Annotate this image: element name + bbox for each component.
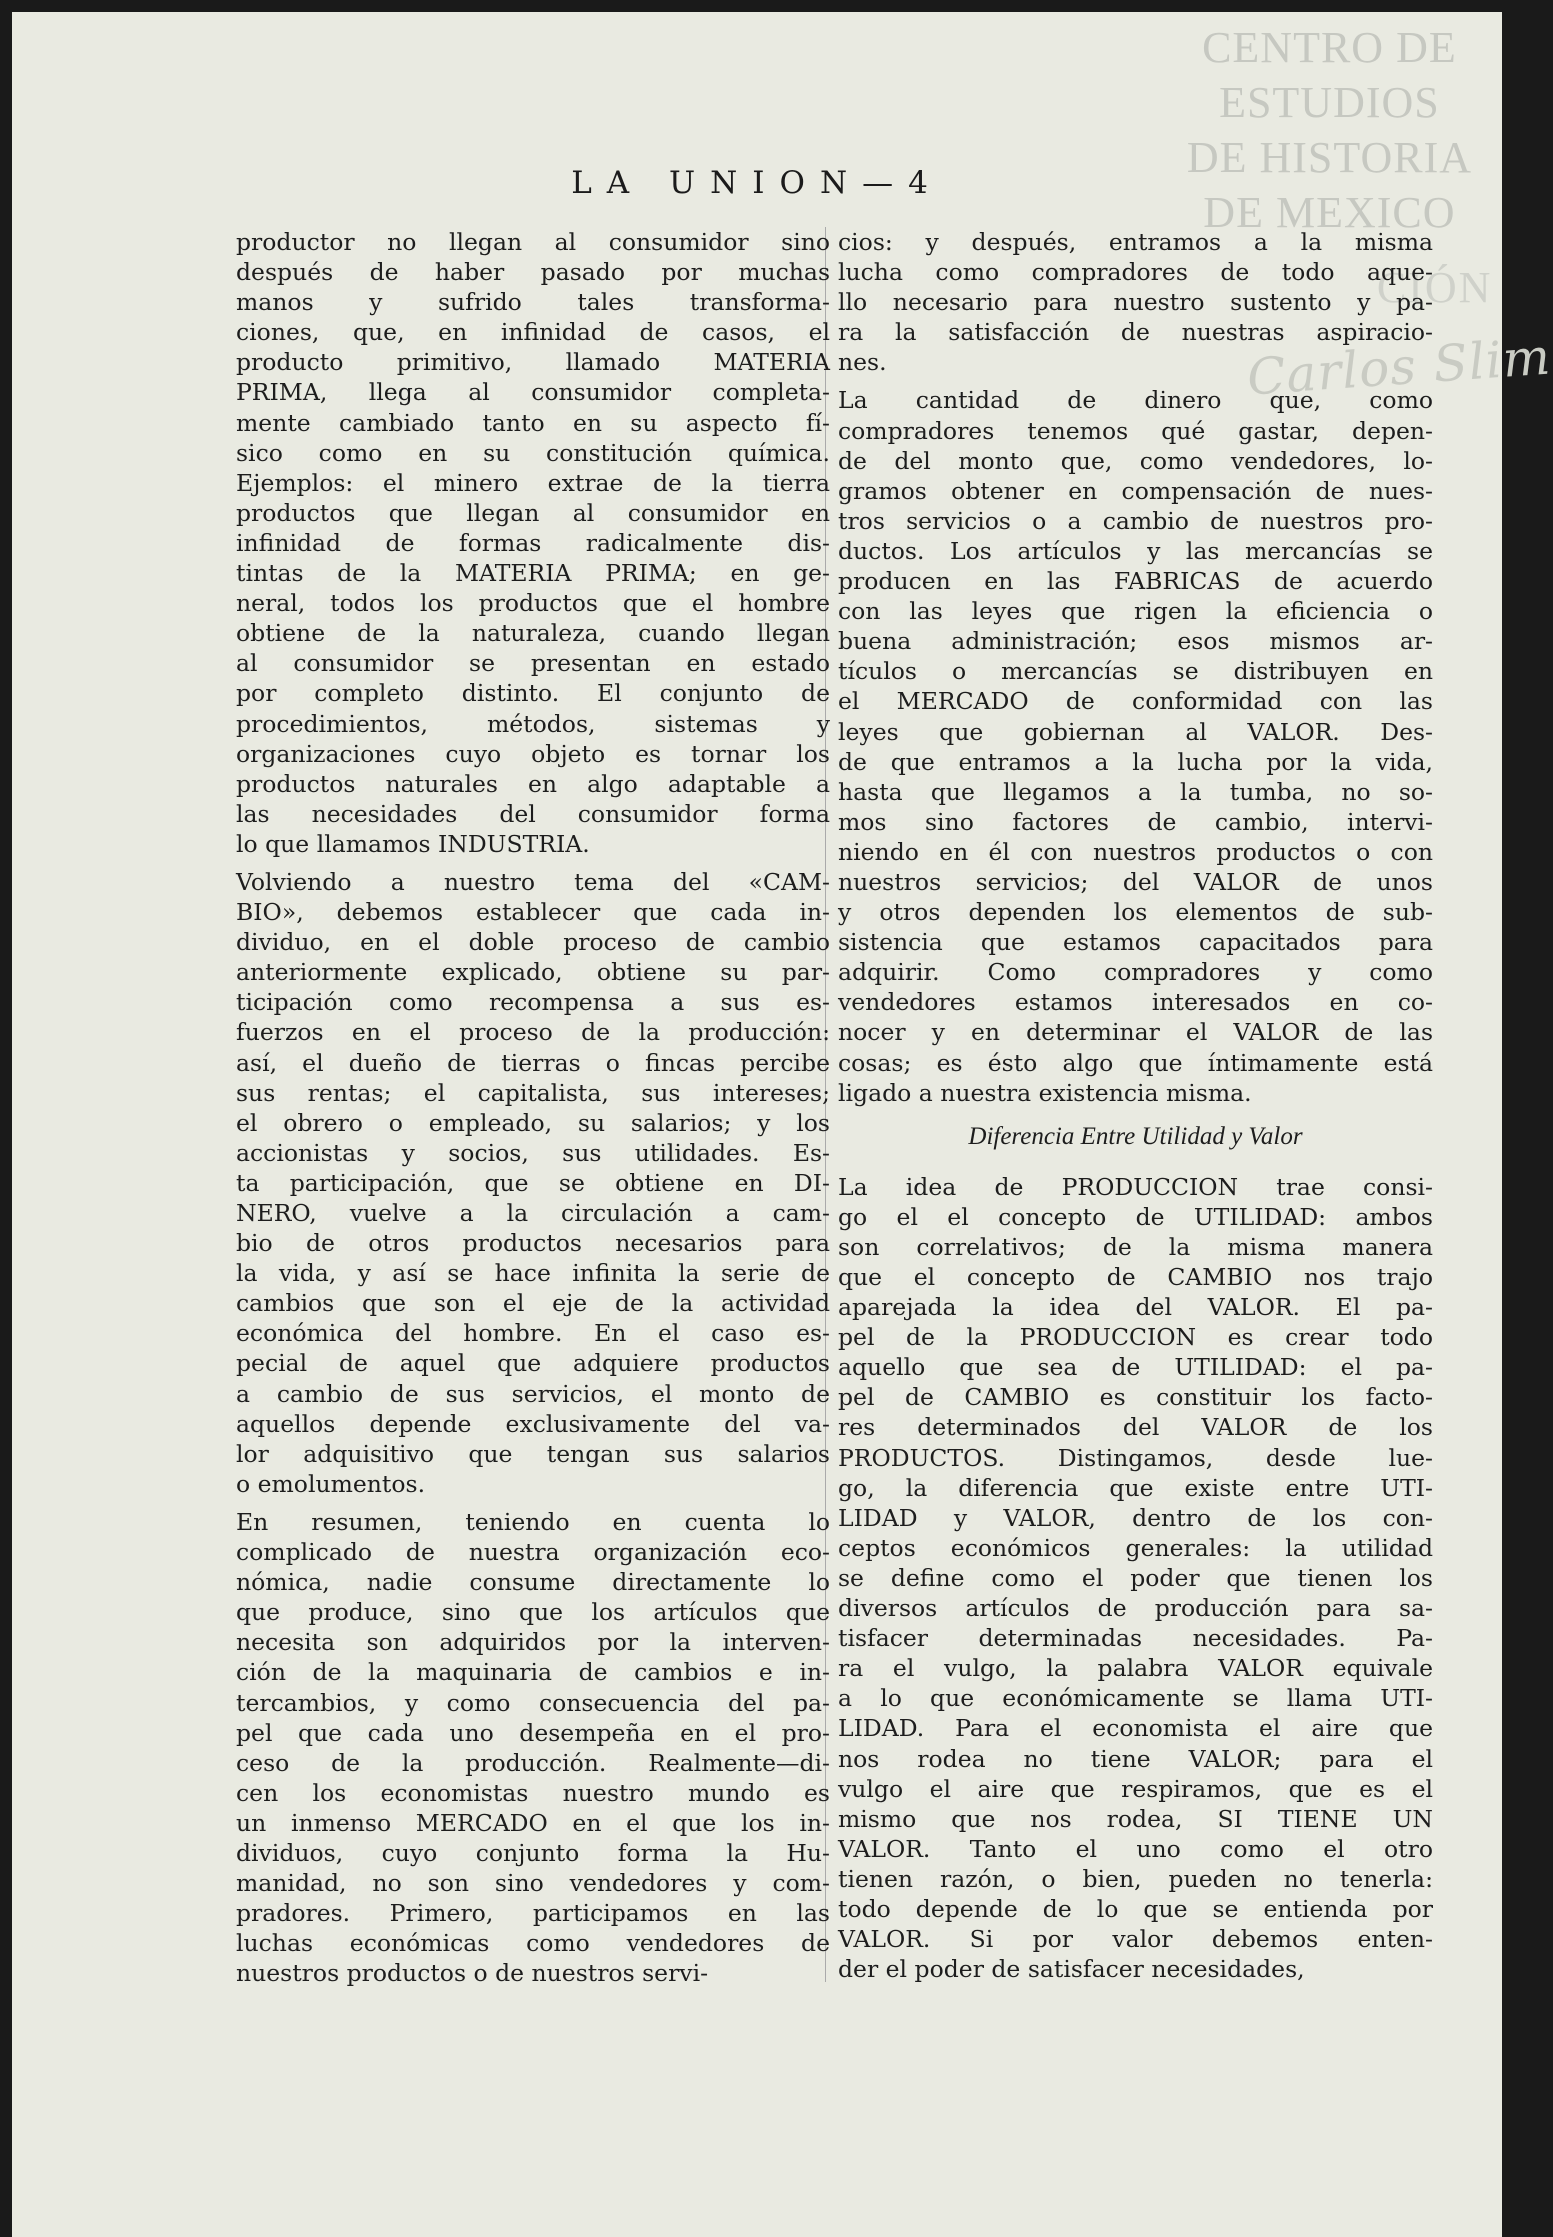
text-line: dividuo, en el doble proceso de cambio xyxy=(236,928,830,957)
text-line: ta participación, que se obtiene en DI- xyxy=(236,1168,830,1197)
text-line: res determinados del VALOR de los xyxy=(838,1413,1433,1442)
text-line: leyes que gobiernan al VALOR. Des- xyxy=(838,717,1433,746)
text-line: ciones, que, en infinidad de casos, el xyxy=(236,318,830,347)
text-line: anteriormente explicado, obtiene su par- xyxy=(236,958,830,987)
paragraph xyxy=(838,385,1433,1107)
text-line: ductos. Los artículos y las mercancías se xyxy=(838,536,1433,565)
text-line: pradores. Primero, participamos en las xyxy=(236,1899,830,1928)
archive-watermark xyxy=(1186,20,1553,407)
text-line: lor adquisitivo que tengan sus salarios xyxy=(236,1439,830,1468)
text-line: pel de la PRODUCCION es crear todo xyxy=(838,1323,1433,1352)
text-line: ra el vulgo, la palabra VALOR equivale xyxy=(838,1654,1433,1683)
text-line: cosas; es ésto algo que íntimamente está xyxy=(838,1048,1433,1077)
text-line: luchas económicas como vendedores de xyxy=(236,1929,830,1958)
text-line: dividuos, cuyo conjunto forma la Hu- xyxy=(236,1838,830,1867)
text-line: adquirir. Como compradores y como xyxy=(838,958,1433,987)
text-line: la vida, y así se hace infinita la serie de xyxy=(236,1259,830,1288)
text-line: de que entramos a la lucha por la vida, xyxy=(838,747,1433,776)
text-line: económica del hombre. En el caso es- xyxy=(236,1319,830,1348)
text-line: compradores tenemos qué gastar, depen- xyxy=(838,416,1433,445)
text-line: lucha como compradores de todo aque- xyxy=(838,258,1433,287)
text-line: nómica, nadie consume directamente lo xyxy=(236,1568,830,1597)
section-body xyxy=(838,1172,1433,1985)
text-line: aquellos depende exclusivamente del va- xyxy=(236,1409,830,1438)
text-line: complicado de nuestra organización eco- xyxy=(236,1538,830,1567)
text-line: nes. xyxy=(838,348,887,377)
watermark-line: DE HISTORIA xyxy=(1186,133,1472,182)
text-line: organizaciones cuyo objeto es tornar los xyxy=(236,739,830,768)
text-line: VALOR. Si por valor debemos enten- xyxy=(838,1925,1433,1954)
text-line: infinidad de formas radicalmente dis- xyxy=(236,528,830,557)
text-line: bio de otros productos necesarios para xyxy=(236,1229,830,1258)
text-line: ra la satisfacción de nuestras aspiracio- xyxy=(838,318,1433,347)
page-header: LA UNION—4 xyxy=(571,165,943,201)
text-line: manos y sufrido tales transforma- xyxy=(236,288,830,317)
text-line: necesita son adquiridos por la interven- xyxy=(236,1628,830,1657)
text-line: son correlativos; de la misma manera xyxy=(838,1232,1433,1261)
text-line: LIDAD y VALOR, dentro de los con- xyxy=(838,1503,1433,1532)
text-line: llo necesario para nuestro sustento y pa- xyxy=(838,288,1433,317)
text-line: o emolumentos. xyxy=(236,1469,426,1498)
text-line: La idea de PRODUCCION trae consi- xyxy=(838,1172,1433,1201)
text-line: tintas de la MATERIA PRIMA; en ge- xyxy=(236,559,830,588)
paragraph xyxy=(838,227,1433,377)
text-line: al consumidor se presentan en estado xyxy=(236,649,830,678)
text-line: nuestros productos o de nuestros servi- xyxy=(236,1959,709,1988)
text-line: procedimientos, métodos, sistemas y xyxy=(236,709,830,738)
text-line: buena administración; esos mismos ar- xyxy=(838,627,1433,656)
text-line: nos rodea no tiene VALOR; para el xyxy=(838,1744,1433,1773)
text-line: pecial de aquel que adquiere productos xyxy=(236,1349,830,1378)
watermark-line: DE MEXICO xyxy=(1203,188,1456,237)
text-line: el obrero o empleado, su salarios; y los xyxy=(236,1108,830,1137)
text-line: ceptos económicos generales: la utilidad xyxy=(838,1533,1433,1562)
paragraph-gap xyxy=(236,859,830,867)
text-line: productos naturales en algo adaptable a xyxy=(236,769,830,798)
text-line: sus rentas; el capitalista, sus intereses; xyxy=(236,1078,830,1107)
text-line: todo depende de lo que se entienda por xyxy=(838,1894,1433,1923)
text-line: La cantidad de dinero que, como xyxy=(838,386,1433,415)
section-subheading: Diferencia Entre Utilidad y Valor xyxy=(968,1122,1303,1150)
left-column xyxy=(236,227,830,1988)
watermark-line: CENTRO DE xyxy=(1202,23,1457,72)
text-line: cen los economistas nuestro mundo es xyxy=(236,1778,830,1807)
text-line: cambios que son el eje de la actividad xyxy=(236,1289,830,1318)
text-line: Volviendo a nuestro tema del «CAM- xyxy=(236,867,830,896)
text-line: der el poder de satisfacer necesidades, xyxy=(838,1955,1305,1984)
text-line: que el concepto de CAMBIO nos trajo xyxy=(838,1263,1433,1291)
text-line: neral, todos los productos que el hombre xyxy=(236,589,830,618)
text-line: a lo que económicamente se llama UTI- xyxy=(838,1684,1433,1713)
paragraph-gap xyxy=(838,377,1433,385)
text-line: un inmenso MERCADO en el que los in- xyxy=(236,1808,830,1837)
text-line: En resumen, teniendo en cuenta lo xyxy=(236,1507,830,1536)
text-line: nuestros servicios; del VALOR de unos xyxy=(838,867,1433,896)
text-line: las necesidades del consumidor forma xyxy=(236,799,830,828)
text-line: sistencia que estamos capacitados para xyxy=(838,928,1433,957)
watermark-overlap-text: CIÓN xyxy=(1376,263,1493,312)
paragraph-gap xyxy=(236,1499,830,1507)
text-line: tículos o mercancías se distribuyen en xyxy=(838,657,1433,686)
text-line: productos que llegan al consumidor en xyxy=(236,498,830,527)
text-line: mente cambiado tanto en su aspecto fí- xyxy=(236,408,830,437)
watermark-line: ESTUDIOS xyxy=(1219,78,1440,127)
text-line: niendo en él con nuestros productos o con xyxy=(838,837,1433,866)
text-line: accionistas y socios, sus utilidades. Es- xyxy=(236,1138,830,1167)
text-line: sico como en su constitución química. xyxy=(236,438,830,467)
text-line: que produce, sino que los artículos que xyxy=(236,1598,830,1627)
paragraph xyxy=(838,1172,1433,1985)
text-line: a cambio de sus servicios, el monto de xyxy=(236,1379,830,1408)
text-line: BIO», debemos establecer que cada in- xyxy=(236,898,830,927)
text-line: obtiene de la naturaleza, cuando llegan xyxy=(236,619,830,648)
right-column xyxy=(838,227,1433,1984)
text-line: después de haber pasado por muchas xyxy=(236,258,830,287)
text-line: ticipación como recompensa a sus es- xyxy=(236,988,830,1017)
text-line: LIDAD. Para el economista el aire que xyxy=(838,1714,1433,1743)
text-line: lo que llamamos INDUSTRIA. xyxy=(236,829,590,858)
text-line: pel que cada uno desempeña en el pro- xyxy=(236,1718,830,1747)
text-line: VALOR. Tanto el uno como el otro xyxy=(838,1834,1433,1863)
text-line: aquello que sea de UTILIDAD: el pa- xyxy=(838,1353,1433,1382)
text-line: cios: y después, entramos a la misma xyxy=(838,228,1433,256)
text-line: vulgo el aire que respiramos, que es el xyxy=(838,1774,1433,1803)
text-line: tercambios, y como consecuencia del pa- xyxy=(236,1688,830,1717)
text-line: PRIMA, llega al consumidor completa- xyxy=(236,378,830,407)
text-line: ción de la maquinaria de cambios e in- xyxy=(236,1658,830,1687)
text-line: Ejemplos: el minero extrae de la tierra xyxy=(236,468,830,497)
text-line: go, la diferencia que existe entre UTI- xyxy=(838,1473,1433,1502)
text-line: tienen razón, o bien, pueden no tenerla: xyxy=(838,1864,1433,1893)
text-line: productor no llegan al consumidor sino xyxy=(236,228,830,256)
text-line: así, el dueño de tierras o fincas percibe xyxy=(236,1048,830,1077)
paragraph xyxy=(236,867,830,1499)
text-line: por completo distinto. El conjunto de xyxy=(236,679,830,708)
text-line: ceso de la producción. Realmente—di- xyxy=(236,1748,830,1777)
text-line: y otros dependen los elementos de sub- xyxy=(838,898,1433,927)
page-sheet xyxy=(12,12,1553,2237)
text-line: go el el concepto de UTILIDAD: ambos xyxy=(838,1202,1433,1231)
text-line: vendedores estamos interesados en co- xyxy=(838,988,1433,1017)
text-line: aparejada la idea del VALOR. El pa- xyxy=(838,1293,1433,1322)
text-line: tisfacer determinadas necesidades. Pa- xyxy=(838,1624,1433,1653)
text-line: con las leyes que rigen la eficiencia o xyxy=(838,597,1433,626)
text-line: el MERCADO de conformidad con las xyxy=(838,687,1433,716)
text-line: tros servicios o a cambio de nuestros pro- xyxy=(838,506,1433,535)
text-line: pel de CAMBIO es constituir los facto- xyxy=(838,1383,1433,1412)
text-line: nocer y en determinar el VALOR de las xyxy=(838,1018,1433,1047)
text-line: manidad, no son sino vendedores y com- xyxy=(236,1869,830,1898)
paragraph xyxy=(236,227,830,859)
text-line: mismo que nos rodea, SI TIENE UN xyxy=(838,1804,1433,1833)
text-line: PRODUCTOS. Distingamos, desde lue- xyxy=(838,1443,1433,1472)
text-line: NERO, vuelve a la circulación a cam- xyxy=(236,1199,830,1227)
text-line: producto primitivo, llamado MATERIA xyxy=(236,348,830,377)
text-line: diversos artículos de producción para sa- xyxy=(838,1594,1433,1623)
text-line: fuerzos en el proceso de la producción: xyxy=(236,1018,830,1047)
paragraph xyxy=(236,1507,830,1989)
text-line: se define como el poder que tienen los xyxy=(838,1563,1433,1592)
text-line: producen en las FABRICAS de acuerdo xyxy=(838,567,1433,596)
text-line: hasta que llegamos a la tumba, no so- xyxy=(838,777,1433,806)
text-line: ligado a nuestra existencia misma. xyxy=(838,1078,1252,1107)
text-line: mos sino factores de cambio, intervi- xyxy=(838,807,1433,836)
text-line: de del monto que, como vendedores, lo- xyxy=(838,446,1433,475)
text-line: gramos obtener en compensación de nues- xyxy=(838,476,1433,505)
watermark-signature: Carlos Slim xyxy=(1245,327,1553,407)
